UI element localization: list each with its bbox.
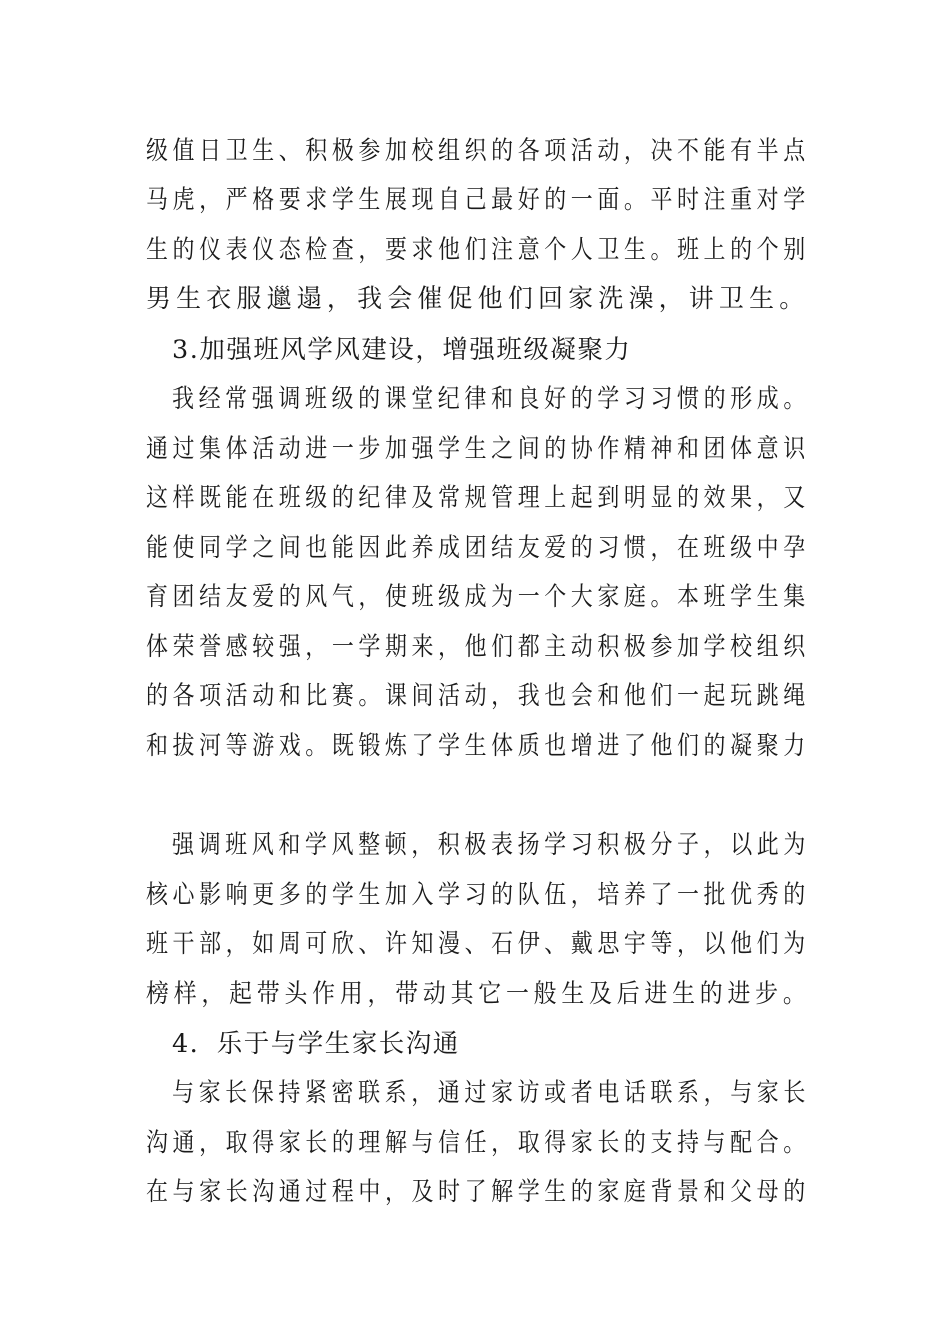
paragraph-line: 级值日卫生、积极参加校组织的各项活动，决不能有半点	[146, 136, 810, 166]
paragraph-line: 在与家长沟通过程中，及时了解学生的家庭背景和父母的	[146, 1177, 810, 1207]
paragraph-line: 体荣誉感较强，一学期来，他们都主动积极参加学校组织	[146, 632, 810, 662]
paragraph-line: 我经常强调班级的课堂纪律和良好的学习习惯的形成。	[172, 384, 810, 414]
paragraph-line: 榜样，起带头作用，带动其它一般生及后进生的进步。	[146, 979, 811, 1009]
paragraph-line: 男生衣服邋遢，我会催促他们回家洗澡，讲卫生。	[146, 284, 810, 314]
paragraph-line: 的各项活动和比赛。课间活动，我也会和他们一起玩跳绳	[146, 681, 810, 711]
paragraph-line: 这样既能在班级的纪律及常规管理上起到明显的效果，又	[146, 483, 810, 513]
paragraph-line: 班干部，如周可欣、许知漫、石伊、戴思宇等，以他们为	[146, 929, 810, 959]
paragraph-line: 核心影响更多的学生加入学习的队伍，培养了一批优秀的	[146, 880, 810, 910]
paragraph-line: 强调班风和学风整顿，积极表扬学习积极分子，以此为	[172, 830, 810, 860]
paragraph-line: 马虎，严格要求学生展现自己最好的一面。平时注重对学	[146, 185, 810, 215]
paragraph-line: 生的仪表仪态检查，要求他们注意个人卫生。班上的个别	[146, 235, 810, 265]
section-heading-3: 3.加强班风学风建设，增强班级凝聚力	[172, 335, 632, 365]
paragraph-line: 能使同学之间也能因此养成团结友爱的习惯，在班级中孕	[146, 533, 810, 563]
section-heading-4: 4．乐于与学生家长沟通	[172, 1029, 460, 1059]
paragraph-line: 育团结友爱的风气，使班级成为一个大家庭。本班学生集	[146, 582, 810, 612]
paragraph-line: 通过集体活动进一步加强学生之间的协作精神和团体意识	[146, 434, 810, 464]
paragraph-line: 与家长保持紧密联系，通过家访或者电话联系，与家长	[172, 1078, 810, 1108]
paragraph-line: 和拔河等游戏。既锻炼了学生体质也增进了他们的凝聚力	[146, 731, 810, 761]
paragraph-line: 沟通，取得家长的理解与信任，取得家长的支持与配合。	[146, 1128, 810, 1158]
